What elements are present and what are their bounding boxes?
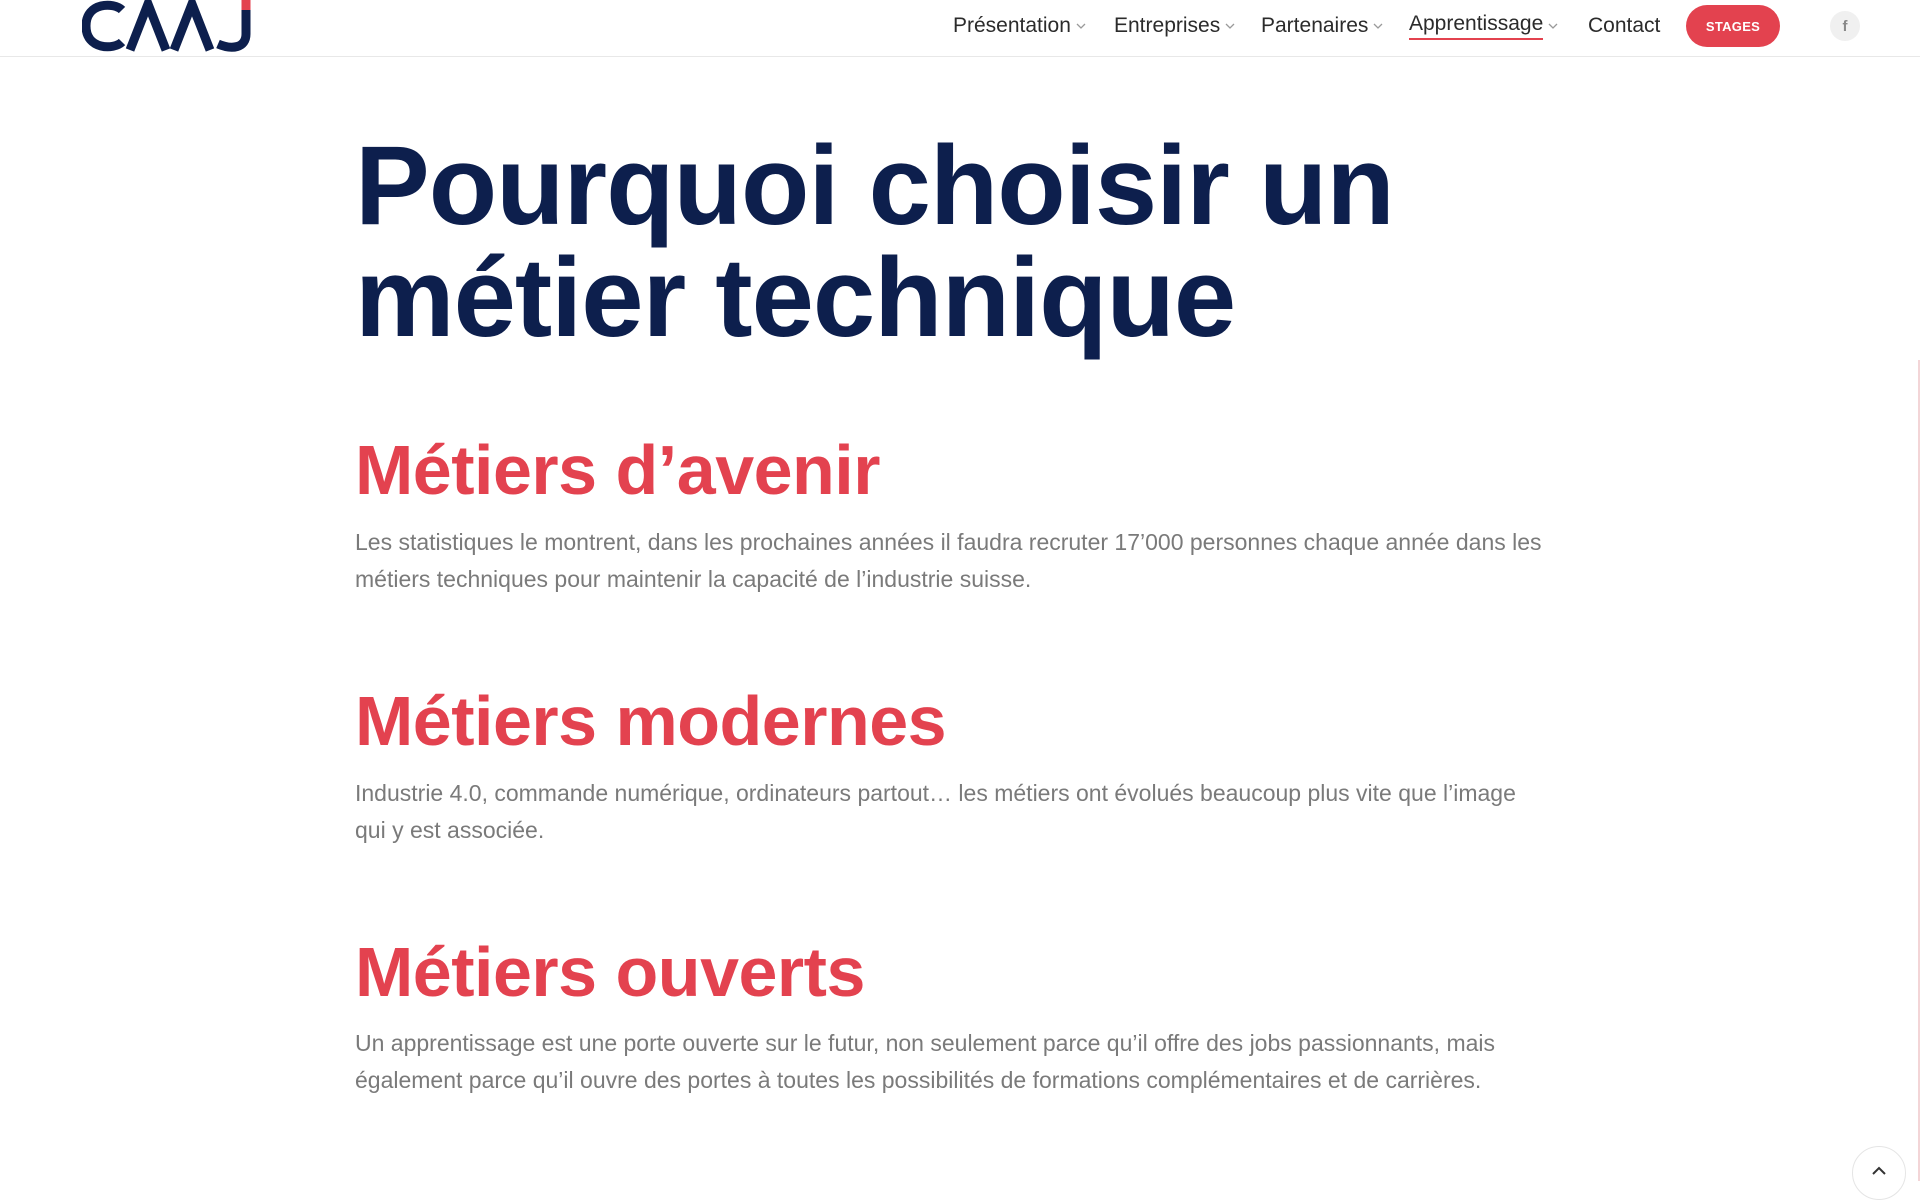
stages-button[interactable]: STAGES [1686,5,1780,47]
nav-item-partenaires[interactable] [1261,13,1384,39]
nav-item-label: Entreprises [1114,14,1221,37]
nav-item-entreprises[interactable] [1114,13,1236,39]
page-title-line-1: Pourquoi choisir un [355,123,1394,248]
chevron-down-icon [1224,20,1236,32]
site-header [0,0,1920,57]
chevron-down-icon [1075,20,1087,32]
nav-item-label: Apprentissage [1409,12,1543,40]
nav-item-presentation[interactable] [953,13,1087,39]
scroll-to-top-button[interactable] [1852,1146,1906,1200]
chevron-up-icon [1869,1161,1889,1181]
chevron-down-icon [1372,20,1384,32]
page-title [355,123,1555,360]
chevron-down-icon [1547,20,1559,32]
section-title-modernes: Métiers modernes [355,682,947,760]
page-title-line-2: métier technique [355,235,1236,360]
section-text-ouverts: Un apprentissage est une porte ouverte sur le futur, non seulement parce qu’il offre des jobs passionnants, mais également parce qu’il ouvre des portes à toutes les possibilités de formations complémentaires et de carrières. [355,1030,1496,1093]
caaj-logo[interactable] [82,0,258,52]
section-title-ouverts: Métiers ouverts [355,933,865,1011]
nav-item-label: Partenaires [1261,14,1369,37]
main-nav [940,0,1920,52]
nav-item-contact[interactable] [1588,13,1660,39]
section-text-modernes: Industrie 4.0, commande numérique, ordinateurs partout… les métiers ont évolués beaucoup plus vite que l’image qui y est associée. [355,780,1516,843]
nav-item-label: Présentation [953,14,1071,37]
nav-item-apprentissage[interactable] [1409,13,1559,39]
section-text-avenir: Les statistiques le montrent, dans les prochaines années il faudra recruter 17’000 personnes chaque année dans les métiers techniques pour maintenir la capacité de l’industrie suisse. [355,529,1542,592]
nav-item-label: Contact [1588,14,1661,37]
section-title-avenir: Métiers d’avenir [355,431,880,509]
facebook-icon[interactable]: f [1830,11,1860,41]
